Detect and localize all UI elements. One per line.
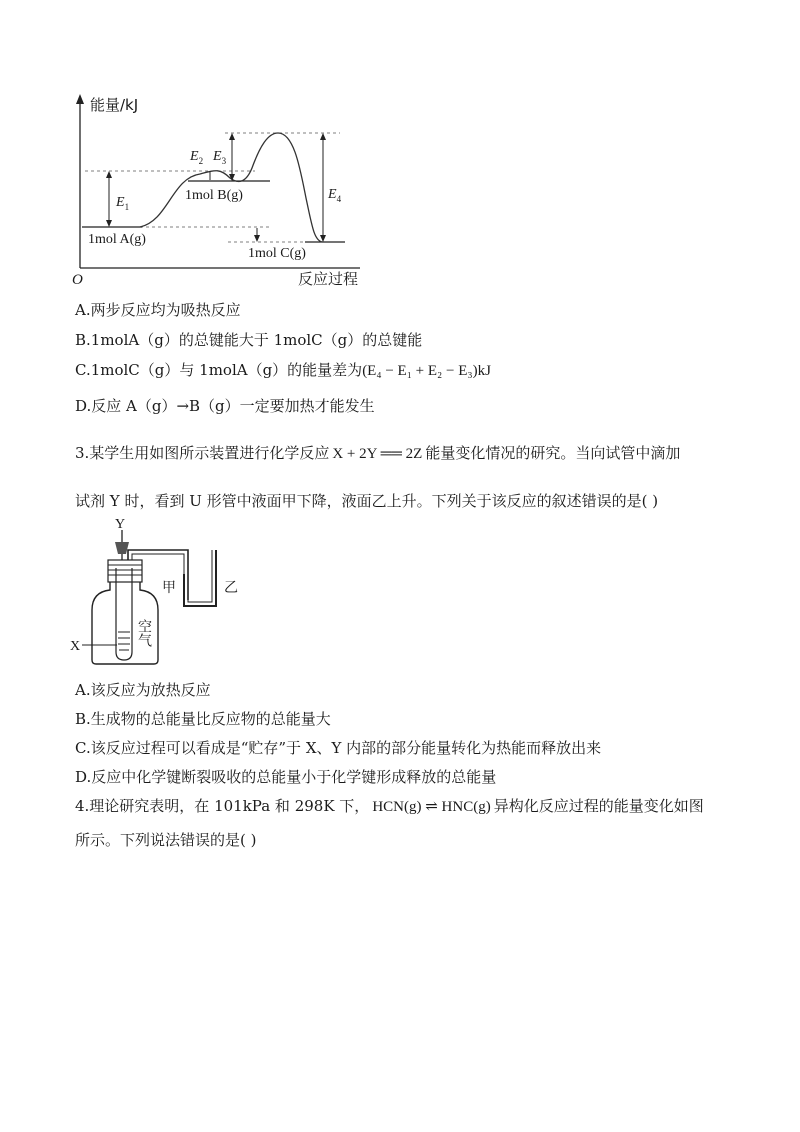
label-yi: 乙 — [224, 580, 238, 596]
state-c-label: 1mol C(g) — [248, 246, 306, 261]
q3-option-d: D.反应中化学键断裂吸收的总能量小于化学键形成释放的总能量 — [75, 768, 497, 786]
apparatus-figure — [70, 512, 250, 672]
q2-option-a: A.两步反应均为吸热反应 — [75, 301, 241, 319]
e1-arrow-head-bottom — [106, 220, 112, 227]
q3-stem-part1: 3.某学生用如图所示装置进行化学反应 — [75, 444, 330, 462]
x-axis-label: 反应过程 — [298, 270, 359, 288]
label-jia: 甲 — [162, 580, 176, 596]
q2-option-c-formula: (E₄ − E₁ + E₂ − E₃)kJ — [362, 363, 491, 379]
origin-label: O — [72, 272, 83, 288]
e4-arrow-head-top — [320, 133, 326, 140]
q2-option-c-text: C.1molC（g）与 1molA（g）的能量差为 — [75, 361, 363, 379]
y-axis-label: 能量/kJ — [90, 96, 139, 114]
q4-stem-part1: 4.理论研究表明，在 101kPa 和 298K 下， — [75, 797, 370, 815]
state-a-label: 1mol A(g) — [88, 232, 146, 247]
label-x: X — [70, 639, 81, 654]
q3-stem-line1 — [75, 443, 680, 464]
e1-label: $E_1$ — [116, 195, 130, 212]
q4-stem-line1 — [75, 796, 704, 817]
state-b-label: 1mol B(g) — [185, 188, 243, 203]
q3-option-c: C.该反应过程可以看成是“贮存”于 X、Y 内部的部分能量转化为热能而释放出来 — [75, 739, 602, 757]
a-c-gap-arrow-head — [254, 235, 260, 242]
q3-equation: X + 2Y ══ 2Z — [332, 446, 423, 462]
e3-label: $E_3$ — [213, 149, 227, 166]
e2-label: $E_2$ — [190, 149, 204, 166]
q3-option-a: A.该反应为放热反应 — [75, 681, 211, 699]
label-air: 空气 — [136, 619, 152, 647]
u-tube-inner — [188, 550, 212, 602]
e3-arrow-head-top — [229, 133, 235, 140]
label-y: Y — [115, 517, 126, 532]
q3-stem-line2: 试剂 Y 时，看到 U 形管中液面甲下降，液面乙上升。下列关于该反应的叙述错误的是( ) — [75, 492, 659, 510]
q2-option-b: B.1molA（g）的总键能大于 1molC（g）的总键能 — [75, 331, 423, 349]
q4-stem-line2: 所示。下列说法错误的是( ) — [75, 831, 257, 849]
stopper — [108, 560, 142, 582]
q3-stem-part2: 能量变化情况的研究。当向试管中滴加 — [425, 444, 681, 462]
q2-option-d: D.反应 A（g）→B（g）一定要加热才能发生 — [75, 397, 375, 415]
y-axis-arrow — [76, 94, 84, 104]
e1-arrow-head-top — [106, 171, 112, 178]
energy-profile-figure — [60, 88, 390, 288]
q4-equation: HCN(g) ⇌ HNC(g) — [372, 799, 491, 815]
e4-label: $E_4$ — [328, 187, 342, 204]
q3-option-b: B.生成物的总能量比反应物的总能量大 — [75, 710, 331, 728]
dropper-bulb — [115, 542, 129, 554]
q4-stem-part2: 异构化反应过程的能量变化如图 — [493, 797, 704, 815]
q2-option-c — [75, 360, 491, 381]
